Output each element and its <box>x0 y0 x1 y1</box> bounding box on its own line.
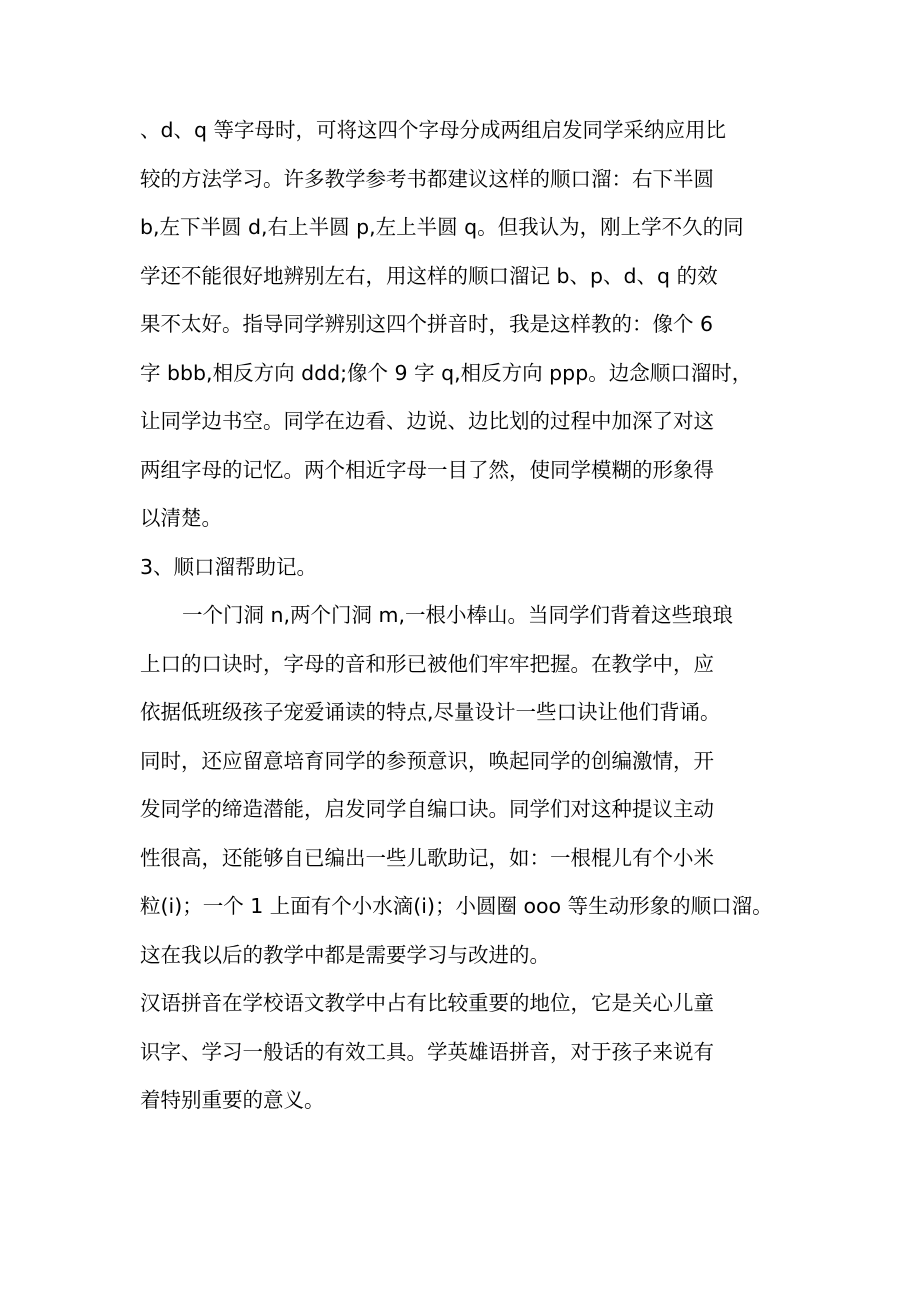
text-line: 汉语拼音在学校语文教学中占有比较重要的地位，它是关心儿童 <box>140 991 714 1015</box>
text-line: 以清楚。 <box>140 506 222 530</box>
text-line: 字 bbb,相反方向 ddd;像个 9 字 q,相反方向 ppp。边念顺口溜时， <box>140 360 753 385</box>
paragraph-rhymes <box>140 591 790 979</box>
paragraph-conclusion <box>140 979 790 1125</box>
text-line: 一个门洞 n,两个门洞 m,一根小棒山。当同学们背着这些琅琅 <box>182 603 734 627</box>
text-line: 两组字母的记忆。两个相近字母一目了然，使同学模糊的形象得 <box>140 457 714 482</box>
text-line: 、d、q 等字母时，可将这四个字母分成两组启发同学采纳应用比 <box>140 118 727 142</box>
section-heading: 3、顺口溜帮助记。 <box>140 554 318 579</box>
text-line: 发同学的缔造潜能，启发同学自编口诀。同学们对这种提议主动 <box>140 797 714 821</box>
text-line: 学还不能很好地辨别左右，用这样的顺口溜记 b、p、d、q 的效 <box>140 263 718 288</box>
paragraph-bdpq <box>140 106 790 543</box>
text-line: 上口的口诀时，字母的音和形已被他们牢牢把握。在教学中，应 <box>140 651 714 676</box>
heading-rhymes <box>140 543 790 592</box>
text-line: 粒(i)；一个 1 上面有个小水滴(i)；小圆圈 ooo 等生动形象的顺口溜。 <box>140 894 773 918</box>
text-line: 让同学边书空。同学在边看、边说、边比划的过程中加深了对这 <box>140 409 714 433</box>
text-line: 这在我以后的教学中都是需要学习与改进的。 <box>140 942 550 967</box>
text-line: 着特别重要的意义。 <box>140 1088 325 1112</box>
document-body <box>140 106 790 1125</box>
text-line: b,左下半圆 d,右上半圆 p,左上半圆 q。但我认为，刚上学不久的同 <box>140 215 744 239</box>
text-line: 果不太好。指导同学辨别这四个拼音时，我是这样教的：像个 6 <box>140 312 714 336</box>
text-line: 性很高，还能够自已编出一些儿歌助记，如：一根棍儿有个小米 <box>140 845 714 870</box>
text-line: 较的方法学习。许多教学参考书都建议这样的顺口溜：右下半圆 <box>140 166 714 191</box>
text-line: 同时，还应留意培育同学的参预意识，唤起同学的创编激情，开 <box>140 748 714 773</box>
text-line: 依据低班级孩子宠爱诵读的特点,尽量设计一些口诀让他们背诵。 <box>140 700 721 724</box>
text-line: 识字、学习一般话的有效工具。学英雄语拼音，对于孩子来说有 <box>140 1039 714 1064</box>
